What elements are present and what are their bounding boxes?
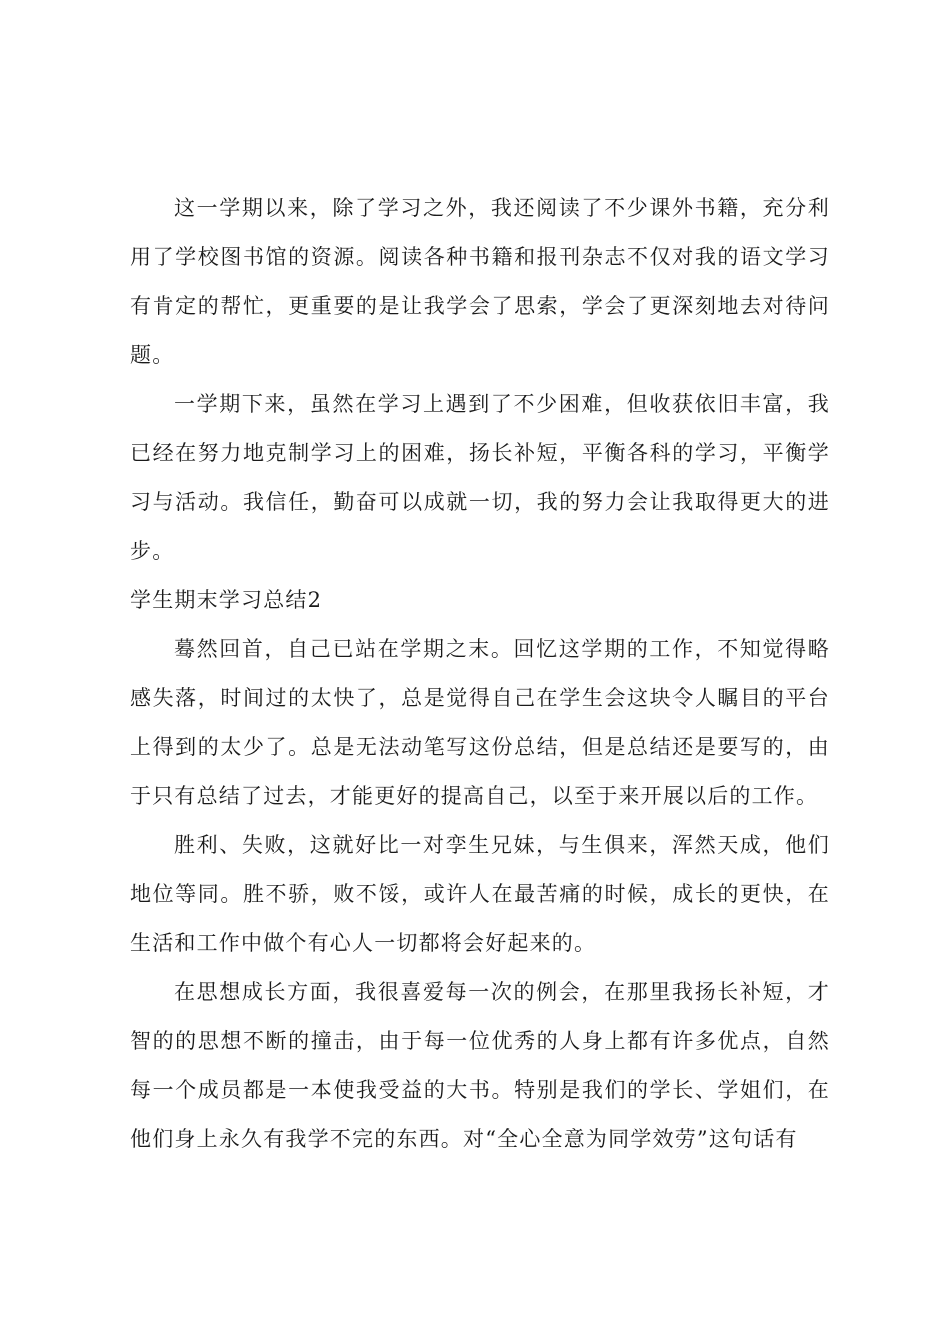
paragraph-looking-back: 蓦然回首，自己已站在学期之末。回忆这学期的工作，不知觉得略感失落，时间过的太快了，总是觉得自己在学生会这块令人瞩目的平台上得到的太少了。总是无法动笔写这份总结，但是总结还是要写的，由于只有总结了过去，才能更好的提高自己，以至于来开展以后的工作。 <box>130 637 830 808</box>
paragraph-reading: 这一学期以来，除了学习之外，我还阅读了不少课外书籍，充分利用了学校图书馆的资源。阅读各种书籍和报刊杂志不仅对我的语文学习有肯定的帮忙，更重要的是让我学会了思索，学会了更深刻地去对待问题。 <box>130 196 830 367</box>
paragraph-semester-summary: 一学期下来，虽然在学习上遇到了不少困难，但收获依旧丰富，我已经在努力地克制学习上的困难，扬长补短，平衡各科的学习，平衡学习与活动。我信任，勤奋可以成就一切，我的努力会让我取得更大的进步。 <box>130 392 830 563</box>
paragraph-growth: 在思想成长方面，我很喜爱每一次的例会，在那里我扬长补短，才智的的思想不断的撞击，由于每一位优秀的人身上都有许多优点，自然每一个成员都是一本使我受益的大书。特别是我们的学长、学姐们，在他们身上永久有我学不完的东西。对“全心全意为同学效劳”这句话有 <box>130 980 830 1151</box>
paragraph-success-failure: 胜利、失败，这就好比一对孪生兄妹，与生俱来，浑然天成，他们地位等同。胜不骄，败不馁，或许人在最苦痛的时候，成长的更快，在生活和工作中做个有心人一切都将会好起来的。 <box>130 833 830 955</box>
section-heading: 学生期末学习总结2 <box>130 588 323 612</box>
document-body <box>130 184 830 1164</box>
